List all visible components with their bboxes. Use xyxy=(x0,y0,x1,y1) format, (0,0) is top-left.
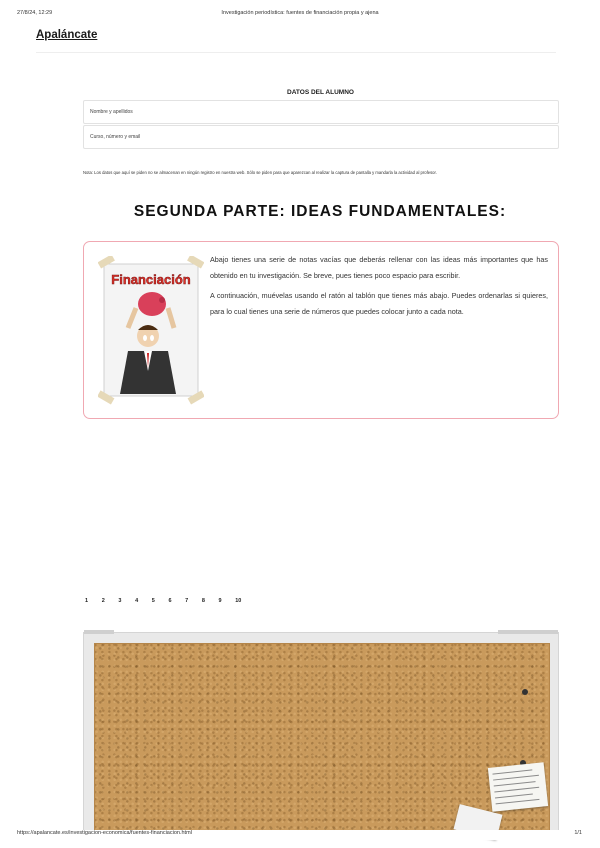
print-date: 27/8/24, 12:29 xyxy=(17,10,53,16)
intro-paragraph-2: A continuación, muévelas usando el ratón al tablón que tienes más abajo. Puedes ordenarlas si quieres, para lo cual tienes una serie de números que puedes colocar junto a cada nota. xyxy=(210,291,548,316)
header-divider xyxy=(36,52,556,53)
financing-poster-image xyxy=(98,256,204,406)
section-title: SEGUNDA PARTE: IDEAS FUNDAMENTALES: xyxy=(133,203,507,220)
intro-card xyxy=(83,241,559,419)
print-header xyxy=(0,10,600,20)
site-logo-link[interactable]: Apaláncate xyxy=(36,29,98,41)
number-token-9[interactable]: 9 xyxy=(218,598,222,604)
poster-title: Financiación xyxy=(111,272,191,287)
privacy-note: Nota: Los datos que aquí se piden no se almacenan en ningún registro en nuestra web. Sólo se piden para que aparezcan al realizar la captura de pantalla y mandarla la actividad al profesor. xyxy=(83,170,437,175)
number-token-4[interactable]: 4 xyxy=(135,598,139,604)
student-form-title: DATOS DEL ALUMNO xyxy=(287,89,354,96)
number-token-3[interactable]: 3 xyxy=(118,598,122,604)
number-tokens xyxy=(83,598,250,608)
number-token-7[interactable]: 7 xyxy=(185,598,189,604)
cork-board-surface[interactable] xyxy=(94,643,550,833)
print-footer xyxy=(0,830,600,840)
course-email-field-label: Curso, número y email xyxy=(90,134,141,140)
number-token-10[interactable]: 10 xyxy=(235,598,242,604)
pinned-paper-note xyxy=(488,762,548,812)
print-page-number: 1/1 xyxy=(574,830,582,836)
number-token-6[interactable]: 6 xyxy=(168,598,172,604)
name-field[interactable] xyxy=(83,100,559,124)
cork-board[interactable] xyxy=(83,632,559,832)
number-token-8[interactable]: 8 xyxy=(201,598,205,604)
print-title: Investigación periodística: fuentes de financiación propia y ajena xyxy=(221,10,379,16)
pushpin-icon xyxy=(522,689,528,695)
print-url: https://apalancate.es/investigacion-economica/fuentes-financiacion.html xyxy=(17,830,192,836)
name-field-label: Nombre y apellidos xyxy=(90,109,133,115)
number-token-2[interactable]: 2 xyxy=(101,598,105,604)
intro-text xyxy=(210,252,548,324)
number-token-1[interactable]: 1 xyxy=(85,598,89,604)
number-token-5[interactable]: 5 xyxy=(151,598,155,604)
intro-paragraph-1: Abajo tienes una serie de notas vacías que deberás rellenar con las ideas más importantes que has obtenido en tu investigación. Se breve, pues tienes poco espacio para escribir. xyxy=(210,255,548,280)
course-email-field[interactable] xyxy=(83,125,559,149)
